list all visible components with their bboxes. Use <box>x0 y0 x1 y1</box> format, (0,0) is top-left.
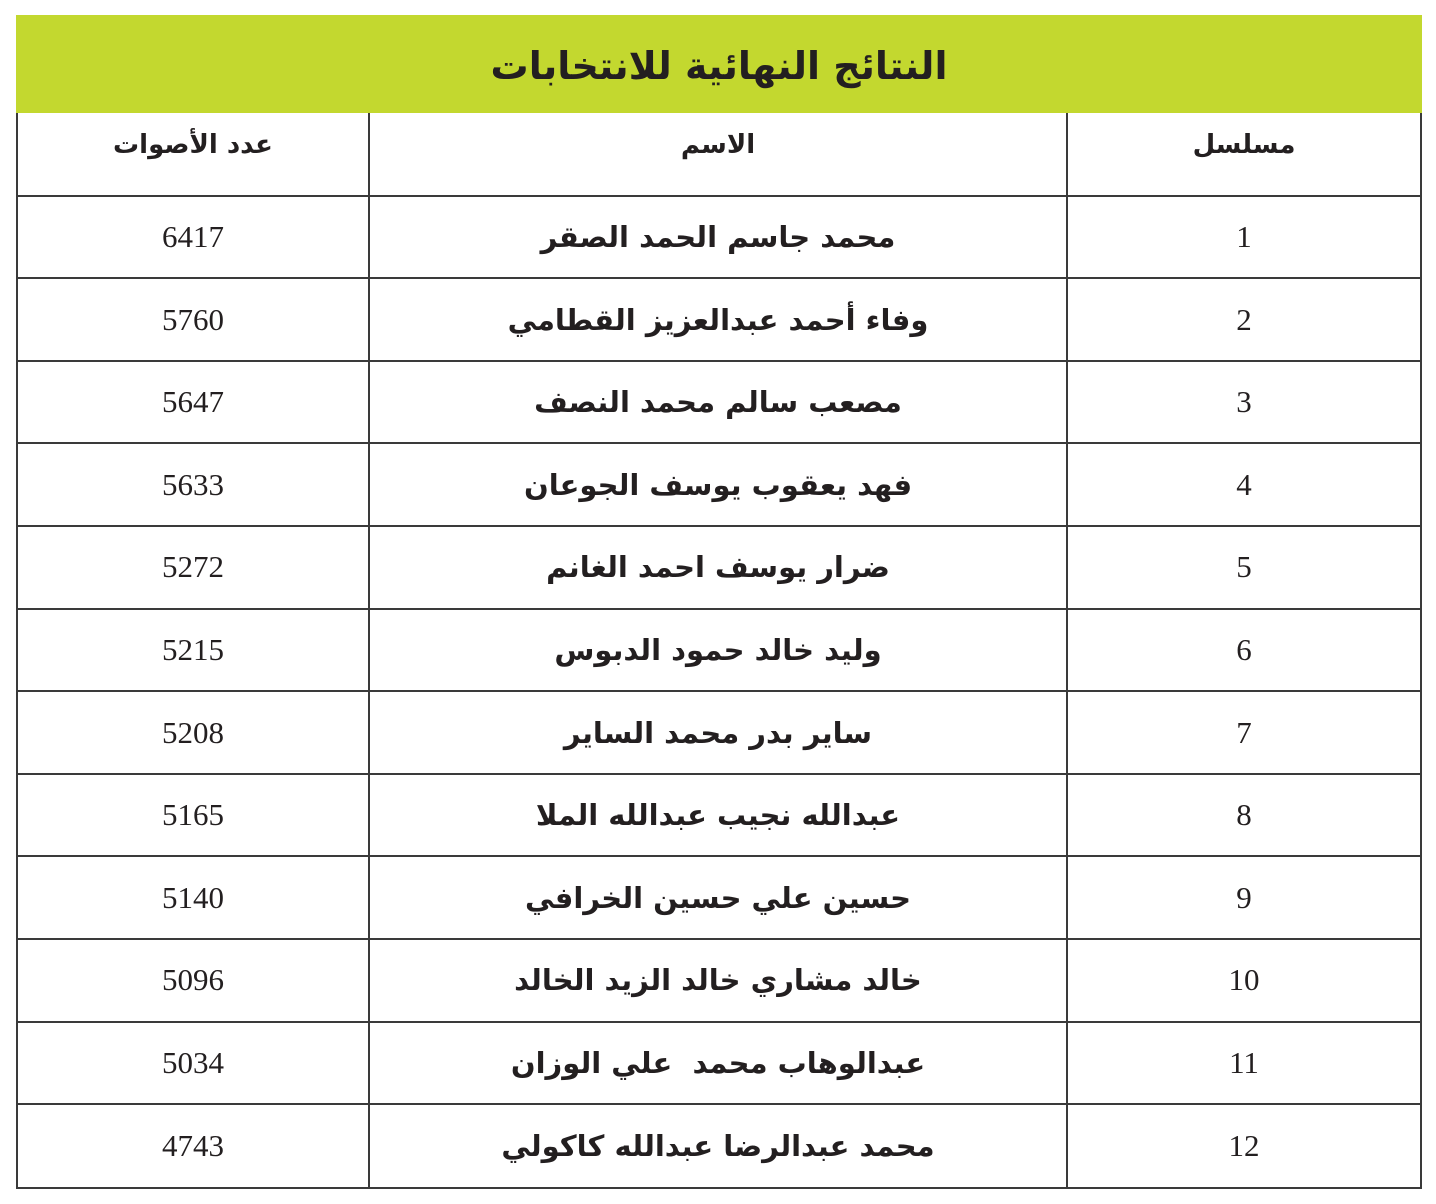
name-cell <box>369 856 1067 939</box>
serial-cell: 12 <box>1067 1104 1420 1187</box>
candidate-name: فهد يعقوب يوسف الجوعان <box>523 467 913 502</box>
votes-cell: 6417 <box>18 196 369 279</box>
serial-cell: 8 <box>1067 774 1420 857</box>
serial-cell: 7 <box>1067 691 1420 774</box>
serial-cell: 10 <box>1067 939 1420 1022</box>
name-cell <box>369 1022 1067 1105</box>
header-row <box>18 113 1420 196</box>
votes-cell: 5215 <box>18 609 369 692</box>
candidate-name: ضرار يوسف احمد الغانم <box>546 550 890 585</box>
votes-cell: 5140 <box>18 856 369 939</box>
page-title: النتائج النهائية للانتخابات <box>490 44 948 88</box>
votes-cell: 5272 <box>18 526 369 609</box>
table-row <box>18 856 1420 939</box>
candidate-name: ساير بدر محمد الساير <box>563 715 873 750</box>
results-sheet <box>16 15 1422 1189</box>
votes-cell: 5647 <box>18 361 369 444</box>
serial-cell: 3 <box>1067 361 1420 444</box>
name-cell <box>369 196 1067 279</box>
name-cell <box>369 691 1067 774</box>
table-row <box>18 526 1420 609</box>
candidate-name: حسين علي حسين الخرافي <box>524 880 911 915</box>
candidate-name: محمد عبدالرضا عبدالله كاكولي <box>501 1129 935 1164</box>
serial-cell: 4 <box>1067 443 1420 526</box>
votes-cell: 5165 <box>18 774 369 857</box>
table-row <box>18 691 1420 774</box>
candidate-name: عبدالوهاب محمد علي الوزان <box>510 1045 926 1080</box>
votes-cell: 5208 <box>18 691 369 774</box>
name-cell <box>369 443 1067 526</box>
name-cell <box>369 361 1067 444</box>
votes-cell: 5034 <box>18 1022 369 1105</box>
table-row <box>18 1104 1420 1187</box>
table-row <box>18 774 1420 857</box>
serial-cell: 11 <box>1067 1022 1420 1105</box>
serial-cell: 2 <box>1067 278 1420 361</box>
table-row <box>18 1022 1420 1105</box>
votes-cell: 4743 <box>18 1104 369 1187</box>
serial-cell: 5 <box>1067 526 1420 609</box>
name-cell <box>369 526 1067 609</box>
table-row <box>18 361 1420 444</box>
serial-cell: 6 <box>1067 609 1420 692</box>
table-row <box>18 443 1420 526</box>
header-serial: مسلسل <box>1067 113 1420 196</box>
serial-cell: 9 <box>1067 856 1420 939</box>
name-cell <box>369 278 1067 361</box>
header-votes: عدد الأصوات <box>18 113 369 196</box>
candidate-name: عبدالله نجيب عبدالله الملا <box>535 798 901 833</box>
header-name: الاسم <box>369 113 1067 196</box>
title-band <box>16 15 1422 113</box>
results-table <box>18 113 1420 1187</box>
name-cell <box>369 1104 1067 1187</box>
candidate-name: مصعب سالم محمد النصف <box>534 385 902 420</box>
candidate-name: خالد مشاري خالد الزيد الخالد <box>514 963 922 998</box>
candidate-name: وفاء أحمد عبدالعزيز القطامي <box>507 302 929 337</box>
candidate-name: وليد خالد حمود الدبوس <box>554 632 882 667</box>
votes-cell: 5096 <box>18 939 369 1022</box>
serial-cell: 1 <box>1067 196 1420 279</box>
table-row <box>18 278 1420 361</box>
table-row <box>18 939 1420 1022</box>
name-cell <box>369 774 1067 857</box>
votes-cell: 5760 <box>18 278 369 361</box>
table-row <box>18 196 1420 279</box>
candidate-name: محمد جاسم الحمد الصقر <box>540 219 896 254</box>
name-cell <box>369 939 1067 1022</box>
name-cell <box>369 609 1067 692</box>
votes-cell: 5633 <box>18 443 369 526</box>
table-row <box>18 609 1420 692</box>
